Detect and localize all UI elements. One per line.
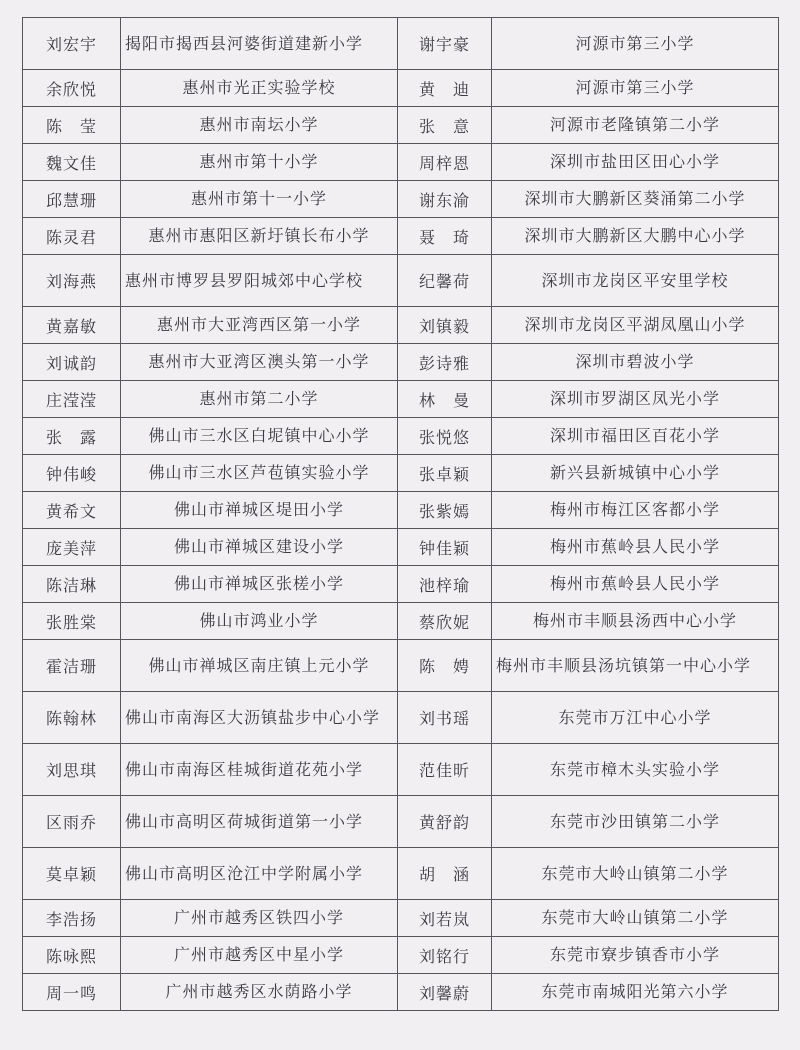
student-name-cell: 纪馨荷 bbox=[398, 255, 492, 307]
student-name-cell: 刘若岚 bbox=[398, 900, 492, 937]
student-name-cell: 陈洁琳 bbox=[23, 566, 121, 603]
school-name-cell: 佛山市高明区荷城街道第一小学 bbox=[121, 796, 398, 848]
table-row bbox=[23, 107, 779, 144]
table-row bbox=[23, 418, 779, 455]
table-row bbox=[23, 492, 779, 529]
school-name-cell: 惠州市第十小学 bbox=[121, 144, 398, 181]
school-name-cell: 惠州市大亚湾西区第一小学 bbox=[121, 307, 398, 344]
school-name-cell: 惠州市南坛小学 bbox=[121, 107, 398, 144]
school-name-cell: 河源市老隆镇第二小学 bbox=[492, 107, 779, 144]
student-name-cell: 黄舒韵 bbox=[398, 796, 492, 848]
school-name-cell: 梅州市蕉岭县人民小学 bbox=[492, 529, 779, 566]
student-name-cell: 张 露 bbox=[23, 418, 121, 455]
table-row bbox=[23, 218, 779, 255]
school-name-cell: 惠州市大亚湾区澳头第一小学 bbox=[121, 344, 398, 381]
student-name-cell: 刘海燕 bbox=[23, 255, 121, 307]
school-name-cell: 东莞市寮步镇香市小学 bbox=[492, 937, 779, 974]
student-name-cell: 聂 琦 bbox=[398, 218, 492, 255]
table-row bbox=[23, 566, 779, 603]
school-name-cell: 惠州市光正实验学校 bbox=[121, 70, 398, 107]
school-name-cell: 广州市越秀区中星小学 bbox=[121, 937, 398, 974]
table-row bbox=[23, 70, 779, 107]
table-row bbox=[23, 381, 779, 418]
table-row bbox=[23, 18, 779, 70]
student-name-cell: 余欣悦 bbox=[23, 70, 121, 107]
student-name-cell: 张 意 bbox=[398, 107, 492, 144]
student-name-cell: 张紫嫣 bbox=[398, 492, 492, 529]
school-name-cell: 佛山市禅城区堤田小学 bbox=[121, 492, 398, 529]
student-name-cell: 陈翰林 bbox=[23, 692, 121, 744]
school-name-cell: 梅州市梅江区客都小学 bbox=[492, 492, 779, 529]
school-name-cell: 梅州市蕉岭县人民小学 bbox=[492, 566, 779, 603]
school-name-cell: 惠州市第二小学 bbox=[121, 381, 398, 418]
student-name-cell: 刘思琪 bbox=[23, 744, 121, 796]
student-name-cell: 刘宏宇 bbox=[23, 18, 121, 70]
school-name-cell: 佛山市高明区沧江中学附属小学 bbox=[121, 848, 398, 900]
table-row bbox=[23, 344, 779, 381]
school-name-cell: 东莞市大岭山镇第二小学 bbox=[492, 900, 779, 937]
school-name-cell: 深圳市罗湖区凤光小学 bbox=[492, 381, 779, 418]
table-row bbox=[23, 255, 779, 307]
table-row bbox=[23, 144, 779, 181]
student-name-cell: 莫卓颖 bbox=[23, 848, 121, 900]
table-row bbox=[23, 603, 779, 640]
school-name-cell: 惠州市第十一小学 bbox=[121, 181, 398, 218]
student-name-cell: 彭诗雅 bbox=[398, 344, 492, 381]
table-row bbox=[23, 937, 779, 974]
school-name-cell: 深圳市福田区百花小学 bbox=[492, 418, 779, 455]
school-name-cell: 广州市越秀区铁四小学 bbox=[121, 900, 398, 937]
student-name-cell: 黄嘉敏 bbox=[23, 307, 121, 344]
school-name-cell: 河源市第三小学 bbox=[492, 18, 779, 70]
student-name-cell: 钟佳颖 bbox=[398, 529, 492, 566]
table-row bbox=[23, 900, 779, 937]
table-row bbox=[23, 640, 779, 692]
school-name-cell: 深圳市大鹏新区大鹏中心小学 bbox=[492, 218, 779, 255]
school-name-cell: 东莞市沙田镇第二小学 bbox=[492, 796, 779, 848]
student-name-cell: 刘铭行 bbox=[398, 937, 492, 974]
award-list-table bbox=[22, 17, 779, 1011]
student-name-cell: 张胜棠 bbox=[23, 603, 121, 640]
student-name-cell: 陈 莹 bbox=[23, 107, 121, 144]
school-name-cell: 佛山市禅城区张槎小学 bbox=[121, 566, 398, 603]
student-name-cell: 张卓颖 bbox=[398, 455, 492, 492]
school-name-cell: 深圳市龙岗区平湖凤凰山小学 bbox=[492, 307, 779, 344]
student-name-cell: 刘诚韵 bbox=[23, 344, 121, 381]
student-name-cell: 魏文佳 bbox=[23, 144, 121, 181]
table-body bbox=[23, 18, 779, 1011]
school-name-cell: 东莞市樟木头实验小学 bbox=[492, 744, 779, 796]
table-row bbox=[23, 796, 779, 848]
student-name-cell: 黄希文 bbox=[23, 492, 121, 529]
school-name-cell: 佛山市三水区白坭镇中心小学 bbox=[121, 418, 398, 455]
school-name-cell: 东莞市大岭山镇第二小学 bbox=[492, 848, 779, 900]
student-name-cell: 胡 涵 bbox=[398, 848, 492, 900]
school-name-cell: 深圳市盐田区田心小学 bbox=[492, 144, 779, 181]
student-name-cell: 谢东渝 bbox=[398, 181, 492, 218]
student-name-cell: 范佳昕 bbox=[398, 744, 492, 796]
school-name-cell: 梅州市丰顺县汤西中心小学 bbox=[492, 603, 779, 640]
student-name-cell: 庞美萍 bbox=[23, 529, 121, 566]
table-row bbox=[23, 692, 779, 744]
table-row bbox=[23, 307, 779, 344]
student-name-cell: 陈咏熙 bbox=[23, 937, 121, 974]
school-name-cell: 新兴县新城镇中心小学 bbox=[492, 455, 779, 492]
student-name-cell: 刘馨蔚 bbox=[398, 974, 492, 1011]
student-name-cell: 张悦悠 bbox=[398, 418, 492, 455]
school-name-cell: 佛山市禅城区建设小学 bbox=[121, 529, 398, 566]
table-row bbox=[23, 529, 779, 566]
table-row bbox=[23, 744, 779, 796]
student-name-cell: 刘镇毅 bbox=[398, 307, 492, 344]
table-row bbox=[23, 455, 779, 492]
student-name-cell: 霍洁珊 bbox=[23, 640, 121, 692]
school-name-cell: 广州市越秀区水荫路小学 bbox=[121, 974, 398, 1011]
student-name-cell: 池梓瑜 bbox=[398, 566, 492, 603]
school-name-cell: 佛山市鸿业小学 bbox=[121, 603, 398, 640]
school-name-cell: 惠州市博罗县罗阳城郊中心学校 bbox=[121, 255, 398, 307]
student-name-cell: 邱慧珊 bbox=[23, 181, 121, 218]
student-name-cell: 林 曼 bbox=[398, 381, 492, 418]
school-name-cell: 深圳市碧波小学 bbox=[492, 344, 779, 381]
school-name-cell: 深圳市大鹏新区葵涌第二小学 bbox=[492, 181, 779, 218]
school-name-cell: 惠州市惠阳区新圩镇长布小学 bbox=[121, 218, 398, 255]
school-name-cell: 揭阳市揭西县河婆街道建新小学 bbox=[121, 18, 398, 70]
school-name-cell: 河源市第三小学 bbox=[492, 70, 779, 107]
school-name-cell: 东莞市万江中心小学 bbox=[492, 692, 779, 744]
school-name-cell: 佛山市三水区芦苞镇实验小学 bbox=[121, 455, 398, 492]
student-name-cell: 庄滢滢 bbox=[23, 381, 121, 418]
school-name-cell: 佛山市南海区桂城街道花苑小学 bbox=[121, 744, 398, 796]
student-name-cell: 钟伟峻 bbox=[23, 455, 121, 492]
student-name-cell: 谢宇豪 bbox=[398, 18, 492, 70]
school-name-cell: 佛山市南海区大沥镇盐步中心小学 bbox=[121, 692, 398, 744]
student-name-cell: 李浩扬 bbox=[23, 900, 121, 937]
student-name-cell: 刘书瑶 bbox=[398, 692, 492, 744]
table-row bbox=[23, 181, 779, 218]
table-row bbox=[23, 974, 779, 1011]
student-name-cell: 周一鸣 bbox=[23, 974, 121, 1011]
school-name-cell: 梅州市丰顺县汤坑镇第一中心小学 bbox=[492, 640, 779, 692]
student-name-cell: 蔡欣妮 bbox=[398, 603, 492, 640]
school-name-cell: 东莞市南城阳光第六小学 bbox=[492, 974, 779, 1011]
student-name-cell: 陈灵君 bbox=[23, 218, 121, 255]
student-name-cell: 陈 娉 bbox=[398, 640, 492, 692]
school-name-cell: 佛山市禅城区南庄镇上元小学 bbox=[121, 640, 398, 692]
student-name-cell: 黄 迪 bbox=[398, 70, 492, 107]
school-name-cell: 深圳市龙岗区平安里学校 bbox=[492, 255, 779, 307]
student-name-cell: 区雨乔 bbox=[23, 796, 121, 848]
student-name-cell: 周梓恩 bbox=[398, 144, 492, 181]
table-row bbox=[23, 848, 779, 900]
